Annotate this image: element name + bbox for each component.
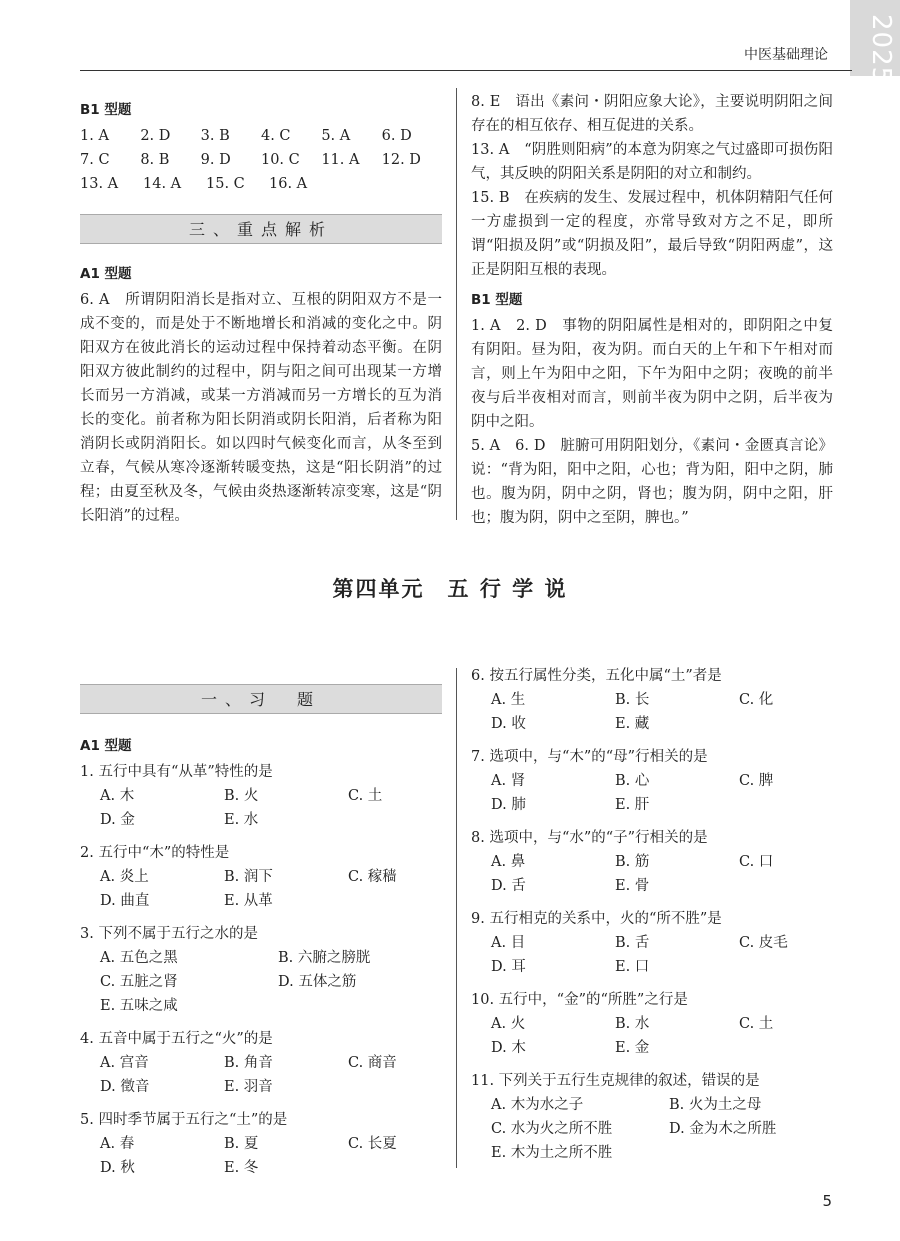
answer-item: 12. D: [381, 152, 421, 168]
option: C. 稼穑: [348, 869, 397, 885]
question-stem: 2. 五行中“木”的特性是: [80, 845, 230, 861]
option: D. 曲直: [100, 893, 150, 909]
option: E. 肝: [615, 797, 650, 813]
option: A. 春: [100, 1136, 135, 1152]
analysis-paragraph: 8. E 语出《素问・阴阳应象大论》，主要说明阴阳之间存在的相互依存、相互促进的关系。: [471, 94, 833, 134]
option: E. 骨: [615, 878, 650, 894]
column-divider: [456, 668, 457, 1168]
option: D. 肺: [491, 797, 526, 813]
lower-right-column: [471, 664, 833, 1174]
option: E. 冬: [224, 1160, 259, 1176]
option: A. 木: [100, 788, 135, 804]
option: A. 宫音: [100, 1055, 149, 1071]
answer-item: 4. C: [260, 128, 291, 144]
answer-row: [80, 172, 442, 196]
analysis-paragraph: 6. A 所谓阴阳消长是指对立、互根的阴阳双方不是一成不变的，而是处于不断地增长和消减的变化之中。阴阳双方在彼此消长的运动过程中保持着动态平衡。在阴阳双方彼此制约的过程中，阴与阳之间可出现某一方增长而另一方消减，或某一方消减而另一方增长的互为消长的变化。前者称为阳长阴消或阴长阳消，后者称为阳消阴长或阴消阳长。如以四时气候变化而言，从冬至到立春，气候从寒冷逐渐转暖变热，这是“阳长阴消”的过程；由夏至秋及冬，气候由炎热逐渐转凉变寒，这是“阴长阳消”的过程。: [80, 292, 442, 524]
option: A. 木为水之子: [491, 1097, 584, 1113]
exercises-a1-label: A1 型题: [80, 738, 132, 754]
option: B. 筋: [615, 854, 650, 870]
option: B. 舌: [615, 935, 650, 951]
question-4: [80, 1027, 442, 1099]
option: E. 五味之咸: [100, 998, 178, 1014]
question-stem: 7. 选项中，与“木”的“母”行相关的是: [471, 749, 708, 765]
column-divider: [456, 88, 457, 520]
unit-title: 第四单元 五 行 学 说: [332, 576, 568, 601]
option: D. 金: [100, 812, 135, 828]
answer-item: 9. D: [200, 152, 231, 168]
option: C. 水为火之所不胜: [491, 1121, 613, 1137]
b1-answers-label: B1 型题: [80, 102, 132, 118]
question-5: [80, 1108, 442, 1180]
question-6: [471, 664, 833, 736]
option: E. 木为土之所不胜: [491, 1145, 613, 1161]
options: [471, 769, 833, 817]
question-11: [471, 1069, 833, 1165]
question-stem: 4. 五音中属于五行之“火”的是: [80, 1031, 273, 1047]
answer-item: 14. A: [143, 176, 182, 192]
answer-item: 16. A: [269, 176, 308, 192]
analysis-paragraph: 5. A 6. D 脏腑可用阴阳划分，《素问・金匮真言论》说：“背为阳，阳中之阳，心也；背为阳，阳中之阴，肺也。腹为阴，阴中之阴，肾也；腹为阴，阴中之阳，肝也；腹为阴，阴中之至阴，脾也。”: [471, 438, 833, 526]
upper-right-column: [471, 90, 833, 530]
question-2: [80, 841, 442, 913]
option: D. 金为木之所胜: [669, 1121, 777, 1137]
options: [471, 931, 833, 979]
option: D. 耳: [491, 959, 526, 975]
answer-row: [80, 124, 442, 148]
option: A. 生: [491, 692, 526, 708]
lower-left-column: [80, 684, 442, 1189]
answer-item: 15. C: [206, 176, 245, 192]
options: [80, 784, 442, 832]
analysis-paragraph: 1. A 2. D 事物的阴阳属性是相对的，即阴阳之中复有阴阳。昼为阳，夜为阴。而白天的上午和下午相对而言，则上午为阳中之阳，下午为阳中之阴；夜晚的前半夜与后半夜相对而言，则前半夜为阴中之阴，后半夜为阴中之阳。: [471, 318, 833, 430]
option: D. 五体之筋: [278, 974, 357, 990]
option: E. 羽音: [224, 1079, 273, 1095]
options: [471, 688, 833, 736]
question-9: [471, 907, 833, 979]
option: E. 从革: [224, 893, 273, 909]
options: [80, 1132, 442, 1180]
options: [471, 850, 833, 898]
option: E. 水: [224, 812, 259, 828]
upper-left-column: [80, 98, 442, 528]
header-subject: 中医基础理论: [744, 47, 828, 63]
option: A. 火: [491, 1016, 526, 1032]
analysis-paragraph: 15. B 在疾病的发生、发展过程中，机体阴精阳气任何一方虚损到一定的程度，亦常导致对方之不足，即所谓“阳损及阴”或“阴损及阳”，最后导致“阴阳两虚”，这正是阴阳互根的表现。: [471, 190, 833, 278]
options: [471, 1093, 833, 1165]
analysis-b1-label: B1 型题: [471, 292, 523, 308]
option: C. 长夏: [348, 1136, 397, 1152]
question-3: [80, 922, 442, 1018]
option: E. 金: [615, 1040, 650, 1056]
year-label: 2025: [866, 14, 896, 85]
option: B. 长: [615, 692, 650, 708]
question-stem: 11. 下列关于五行生克规律的叙述，错误的是: [471, 1073, 760, 1089]
question-stem: 3. 下列不属于五行之水的是: [80, 926, 258, 942]
option: C. 口: [739, 854, 774, 870]
option: C. 土: [348, 788, 383, 804]
answer-item: 13. A: [80, 176, 119, 192]
answer-item: 11. A: [321, 152, 360, 168]
option: B. 夏: [224, 1136, 259, 1152]
exercises-section-title: 一、习 题: [80, 684, 442, 714]
options: [80, 1051, 442, 1099]
option: E. 口: [615, 959, 650, 975]
option: E. 藏: [615, 716, 650, 732]
option: A. 目: [491, 935, 526, 951]
answer-item: 8. B: [140, 152, 170, 168]
header-rule: [80, 70, 852, 71]
option: B. 角音: [224, 1055, 273, 1071]
question-stem: 9. 五行相克的关系中，火的“所不胜”是: [471, 911, 722, 927]
option: B. 火为土之母: [669, 1097, 762, 1113]
answer-item: 2. D: [140, 128, 171, 144]
answer-item: 1. A: [80, 128, 109, 144]
options: [80, 946, 442, 1018]
option: B. 润下: [224, 869, 273, 885]
question-stem: 5. 四时季节属于五行之“土”的是: [80, 1112, 288, 1128]
question-stem: 6. 按五行属性分类，五化中属“土”者是: [471, 668, 722, 684]
option: B. 六腑之膀胱: [278, 950, 371, 966]
question-10: [471, 988, 833, 1060]
option: B. 心: [615, 773, 650, 789]
option: A. 五色之黑: [100, 950, 178, 966]
option: C. 五脏之肾: [100, 974, 178, 990]
answer-item: 5. A: [321, 128, 351, 144]
question-stem: 10. 五行中，“金”的“所胜”之行是: [471, 992, 688, 1008]
option: A. 肾: [491, 773, 526, 789]
answer-row: [80, 148, 442, 172]
options: [80, 865, 442, 913]
answer-item: 10. C: [260, 152, 300, 168]
analysis-section-title: 三、重点解析: [80, 214, 442, 244]
option: B. 水: [615, 1016, 650, 1032]
page-number: 5: [822, 1192, 832, 1210]
answer-item: 3. B: [200, 128, 230, 144]
question-7: [471, 745, 833, 817]
option: C. 脾: [739, 773, 774, 789]
option: D. 收: [491, 716, 526, 732]
option: C. 皮毛: [739, 935, 788, 951]
question-8: [471, 826, 833, 898]
answer-item: 7. C: [80, 152, 110, 168]
question-1: [80, 760, 442, 832]
option: C. 商音: [348, 1055, 397, 1071]
answer-item: 6. D: [381, 128, 412, 144]
year-tab: [850, 0, 900, 85]
option: C. 土: [739, 1016, 774, 1032]
option: C. 化: [739, 692, 774, 708]
analysis-a1-label: A1 型题: [80, 266, 132, 282]
option: B. 火: [224, 788, 259, 804]
option: A. 炎上: [100, 869, 149, 885]
option: D. 秋: [100, 1160, 135, 1176]
question-stem: 8. 选项中，与“水”的“子”行相关的是: [471, 830, 708, 846]
options: [471, 1012, 833, 1060]
option: D. 木: [491, 1040, 526, 1056]
option: D. 徵音: [100, 1079, 150, 1095]
option: D. 舌: [491, 878, 526, 894]
question-stem: 1. 五行中具有“从革”特性的是: [80, 764, 273, 780]
option: A. 鼻: [491, 854, 526, 870]
analysis-paragraph: 13. A “阴胜则阳病”的本意为阴寒之气过盛即可损伤阳气，其反映的阴阳关系是阴阳的对立和制约。: [471, 142, 833, 182]
